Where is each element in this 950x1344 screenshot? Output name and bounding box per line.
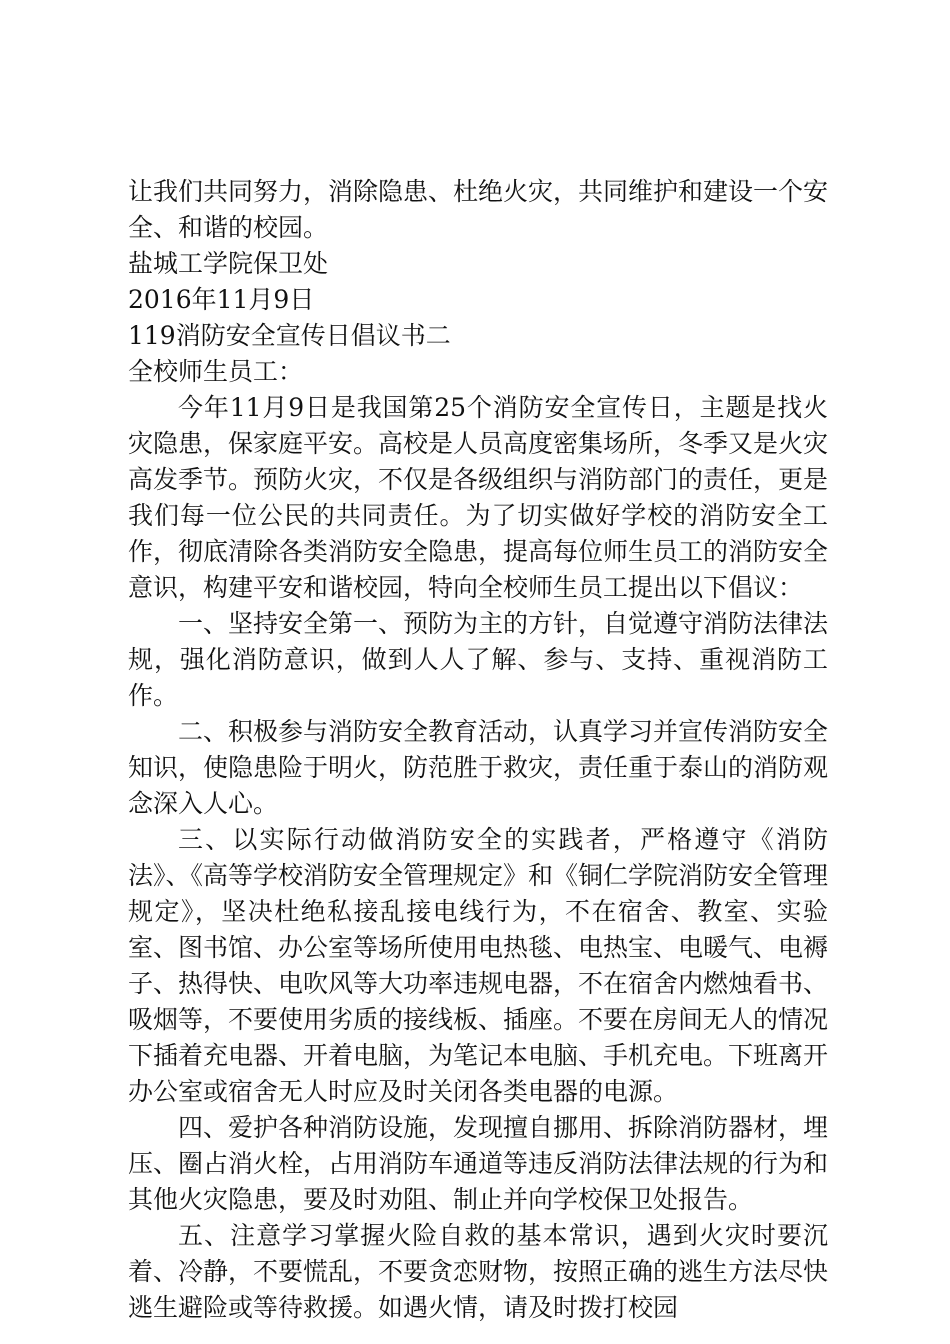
closing-paragraph: 让我们共同努力，消除隐患、杜绝火灾，共同维护和建设一个安全、和谐的校园。 [128,177,829,242]
section-title: 119消防安全宣传日倡议书二 [128,321,451,350]
intro-paragraph: 今年11月9日是我国第25个消防安全宣传日，主题是找火灾隐患，保家庭平安。高校是人员高度密集场所，冬季又是火灾高发季节。预防火灾，不仅是各级组织与消防部门的责任，更是我们每一位公民的共同责任。为了切实做好学校的消防安全工作，彻底清除各类消防安全隐患，提高每位师生员工的消防安全意识，构建平安和谐校园，特向全校师生员工提出以下倡议： [128,393,829,602]
signature-date: 2016年11月9日 [128,285,315,314]
proposal-item-4: 四、爱护各种消防设施，发现擅自挪用、拆除消防器材，埋压、圈占消火栓，占用消防车通道等违反消防法律法规的行为和其他火灾隐患，要及时劝阻、制止并向学校保卫处报告。 [128,1113,829,1214]
document-body [128,174,828,1326]
proposal-item-5: 五、注意学习掌握火险自救的基本常识，遇到火灾时要沉着、冷静，不要慌乱，不要贪恋财物，按照正确的逃生方法尽快逃生避险或等待救援。如遇火情，请及时拨打校园 [128,1221,829,1322]
proposal-item-2: 二、积极参与消防安全教育活动，认真学习并宣传消防安全知识，使隐患险于明火，防范胜于救灾，责任重于泰山的消防观念深入人心。 [128,717,829,818]
signature-organization: 盐城工学院保卫处 [128,249,329,278]
proposal-item-1: 一、坚持安全第一、预防为主的方针，自觉遵守消防法律法规，强化消防意识，做到人人了解、参与、支持、重视消防工作。 [128,609,829,710]
proposal-item-3: 三、以实际行动做消防安全的实践者，严格遵守《消防法》、《高等学校消防安全管理规定》和《铜仁学院消防安全管理规定》，坚决杜绝私接乱接电线行为，不在宿舍、教室、实验室、图书馆、办公室等场所使用电热毯、电热宝、电暖气、电褥子、热得快、电吹风等大功率违规电器，不在宿舍内燃烛看书、吸烟等，不要使用劣质的接线板、插座。不要在房间无人的情况下插着充电器、开着电脑，为笔记本电脑、手机充电。下班离开办公室或宿舍无人时应及时关闭各类电器的电源。 [128,825,829,1106]
salutation: 全校师生员工： [128,357,304,386]
